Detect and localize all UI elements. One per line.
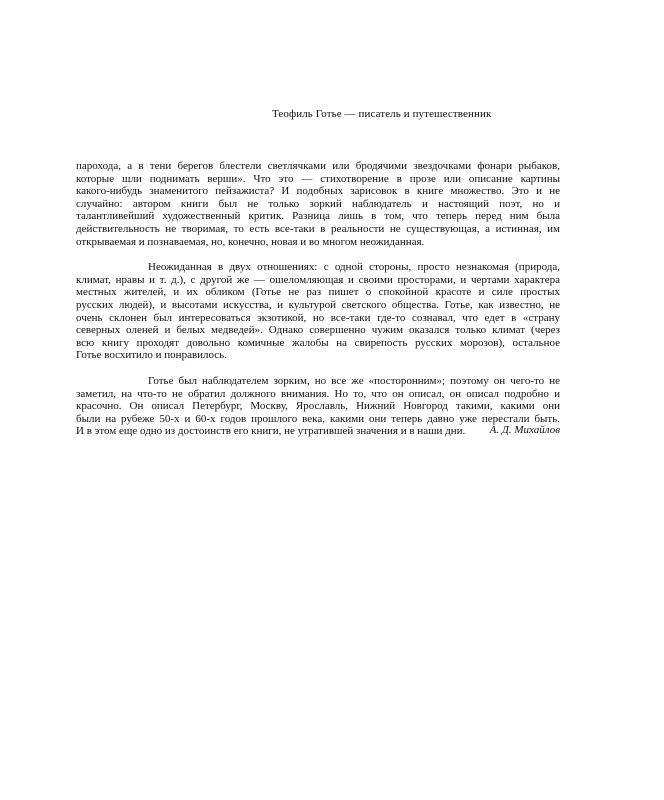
article-body [76, 160, 560, 438]
text-line: северных оленей и белых медведей». Однако совершенно чужим оказался только климат (через [76, 324, 560, 337]
text-line: Готье был наблюдателем зорким, но все же «посторонним»; поэтому он чего-то не [148, 374, 560, 387]
text-line: местных жителей, и их обликом (Готье не раз пишет о спокойной красоте и силе простых [76, 286, 560, 299]
text-line: какого-нибудь знаменитого пейзажиста? И подобных зарисовок в книге множество. Это и не [76, 185, 560, 198]
text-line: случайно: автором книги был не только зоркий наблюдатель и настоящий поэт, но и [76, 197, 560, 210]
text-line: всю книгу проходят довольно комичные жалобы на свирепость русских морозов), остальное [76, 336, 560, 349]
text-line: заметил, на что-то не обратил должного внимания. Но то, что он описал, он описал подробно и [76, 387, 560, 400]
text-line: были на рубеже 50-х и 60-х годов прошлого века, какими они теперь давно уже перестали быть. [76, 412, 560, 425]
paragraph-2 [76, 261, 560, 362]
text-line: Неожиданная в двух отношениях: с одной стороны, просто незнакомая (природа, [148, 261, 560, 274]
text-line: климат, нравы и т. д.), с другой же — ошеломляющая и своими просторами, и чертами характера [76, 273, 560, 286]
text-line: русских людей), и высотами искусства, и культурой светского общества. Готье, как известно, не [76, 298, 560, 311]
text-line: парохода, а в тени берегов блестели светлячками или бродячими звездочками фонари рыбаков, [76, 160, 560, 172]
text-line: открываемая и познаваемая, но, конечно, новая и во многом неожиданная. [76, 235, 425, 248]
paragraph-1 [76, 160, 560, 248]
text-line: И в этом еще одно из достоинств его книги, не утратившей значения и в наши дни. [76, 425, 466, 438]
author-signature: А. Д. Михайлов [489, 424, 560, 436]
text-line: талантливейший художественный критик. Разница лишь в том, что теперь перед ним была [76, 210, 560, 223]
text-line: действительность не творимая, то есть все-таки в реальности не существующая, а истинная, им [76, 222, 560, 235]
text-line: очень склонен был интересоваться экзотикой, но все-таки где-то сознавал, что едет в «страну [76, 311, 560, 324]
text-line: Готье восхитило и понравилось. [76, 349, 227, 362]
text-line: красочно. Он описал Петербург, Москву, Ярославль, Нижний Новгород такими, какими они [76, 400, 560, 413]
text-line: которые шли поднимать верши». Что это — стихотворение в прозе или описание картины [76, 172, 560, 185]
running-title: Теофиль Готье — писатель и путешественник [272, 108, 492, 120]
